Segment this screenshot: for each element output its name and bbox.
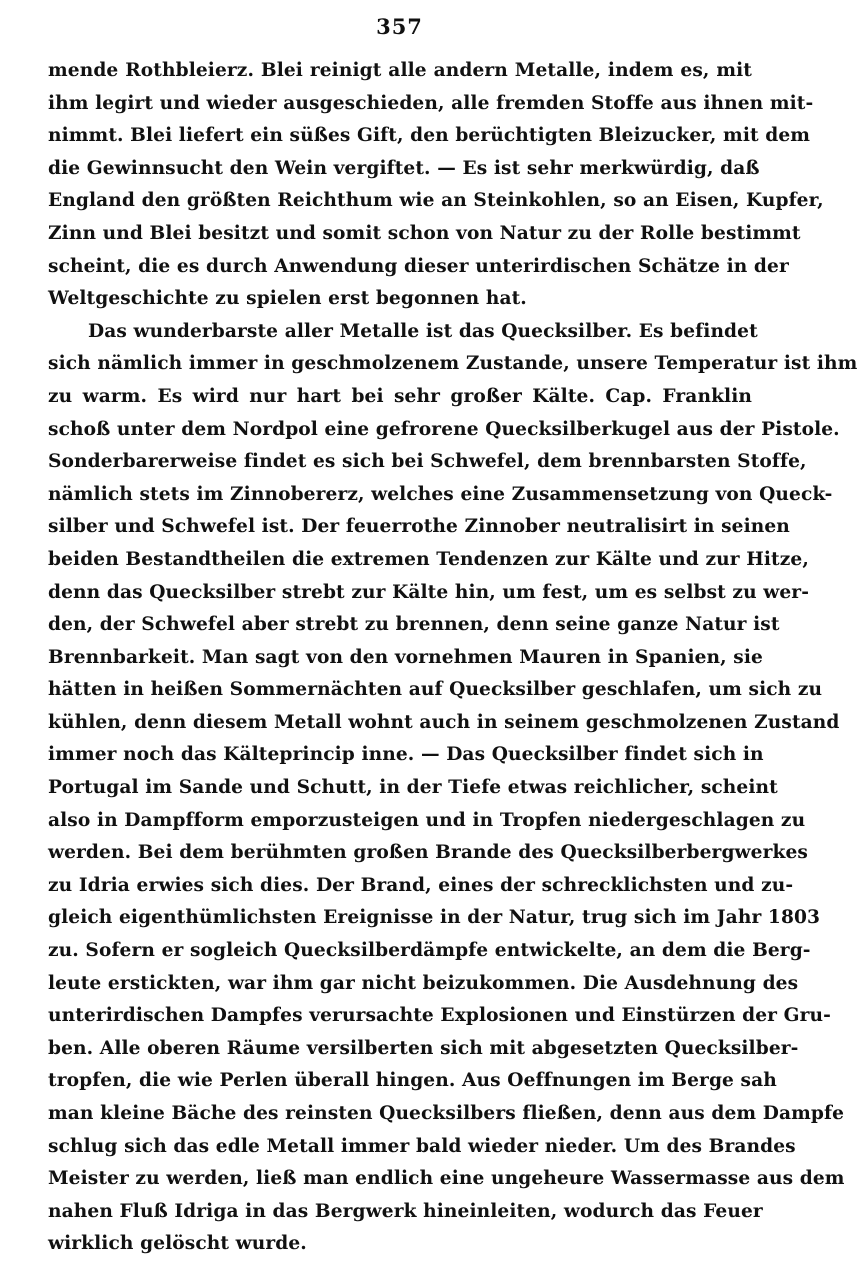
text-line: Brennbarkeit. Man sagt von den vornehmen Mauren in Spanien, sie: [48, 646, 763, 668]
text-line: unterirdischen Dampfes verursachte Explosionen und Einstürzen der Gru-: [48, 1005, 831, 1027]
text-line: den, der Schwefel aber strebt zu brennen, denn seine ganze Natur ist: [48, 614, 780, 636]
text-line: ihm legirt und wieder ausgeschieden, alle fremden Stoffe aus ihnen mit-: [48, 92, 814, 114]
text-line: scheint, die es durch Anwendung dieser unterirdischen Schätze in der: [48, 255, 789, 277]
text-line: Meister zu werden, ließ man endlich eine ungeheure Wassermasse aus dem: [48, 1168, 845, 1190]
text-line: nimmt. Blei liefert ein süßes Gift, den berüchtigten Bleizucker, mit dem: [48, 125, 811, 147]
text-line: silber und Schwefel ist. Der feuerrothe Zinnober neutralisirt in seinen: [48, 516, 790, 538]
text-line: Weltgeschichte zu spielen erst begonnen hat.: [48, 288, 527, 310]
text-line: werden. Bei dem berühmten großen Brande des Quecksilberbergwerkes: [48, 842, 808, 864]
text-line: nahen Fluß Idriga in das Bergwerk hineinleiten, wodurch das Feuer: [48, 1200, 763, 1222]
text-line: denn das Quecksilber strebt zur Kälte hin, um fest, um es selbst zu wer-: [48, 581, 810, 603]
text-line: leute erstickten, war ihm gar nicht beizukommen. Die Ausdehnung des: [48, 972, 799, 994]
text-line: sich nämlich immer in geschmolzenem Zustande, unsere Temperatur ist ihm: [48, 353, 857, 375]
text-line: also in Dampfform emporzusteigen und in Tropfen niedergeschlagen zu: [48, 809, 806, 831]
text-line: nämlich stets im Zinnobererz, welches eine Zusammensetzung von Queck-: [48, 483, 833, 505]
text-line: schoß unter dem Nordpol eine gefrorene Quecksilberkugel aus der Pistole.: [48, 418, 840, 440]
text-line: Sonderbarerweise findet es sich bei Schwefel, dem brennbarsten Stoffe,: [48, 451, 807, 473]
body-text: [48, 55, 857, 1261]
text-line: England den größten Reichthum wie an Steinkohlen, so an Eisen, Kupfer,: [48, 190, 824, 212]
text-line: zu warm. Es wird nur hart bei sehr großer Kälte. Cap. Franklin: [48, 385, 752, 407]
text-line: mende Rothbleierz. Blei reinigt alle andern Metalle, indem es, mit: [48, 60, 752, 81]
text-line: tropfen, die wie Perlen überall hingen. Aus Oeffnungen im Berge sah: [48, 1070, 777, 1092]
page-number: 357: [376, 14, 423, 39]
text-line: zu Idria erwies sich dies. Der Brand, eines der schrecklichsten und zu-: [48, 874, 794, 896]
text-line: zu. Sofern er sogleich Quecksilberdämpfe entwickelte, an dem die Berg-: [48, 940, 811, 962]
text-line: wirklich gelöscht wurde.: [48, 1233, 307, 1255]
text-line: beiden Bestandtheilen die extremen Tendenzen zur Kälte und zur Hitze,: [48, 548, 809, 570]
text-line: immer noch das Kälteprincip inne. — Das Quecksilber findet sich in: [48, 744, 764, 766]
text-line: ben. Alle oberen Räume versilberten sich mit abgesetzten Quecksilber-: [48, 1037, 799, 1059]
text-line: kühlen, denn diesem Metall wohnt auch in seinem geschmolzenen Zustand: [48, 711, 840, 733]
text-line: Zinn und Blei besitzt und somit schon von Natur zu der Rolle bestimmt: [48, 222, 801, 244]
text-line: hätten in heißen Sommernächten auf Quecksilber geschlafen, um sich zu: [48, 679, 823, 701]
text-line: schlug sich das edle Metall immer bald wieder nieder. Um des Brandes: [48, 1135, 796, 1157]
paragraph-start-line: Das wunderbarste aller Metalle ist das Quecksilber. Es befindet: [88, 320, 758, 342]
text-line: man kleine Bäche des reinsten Quecksilbers fließen, denn aus dem Dampfe: [48, 1103, 845, 1124]
text-line: gleich eigenthümlichsten Ereignisse in der Natur, trug sich im Jahr 1803: [48, 907, 821, 929]
text-line: Portugal im Sande und Schutt, in der Tiefe etwas reichlicher, scheint: [48, 777, 778, 799]
text-line: die Gewinnsucht den Wein vergiftet. — Es ist sehr merkwürdig, daß: [48, 157, 760, 179]
